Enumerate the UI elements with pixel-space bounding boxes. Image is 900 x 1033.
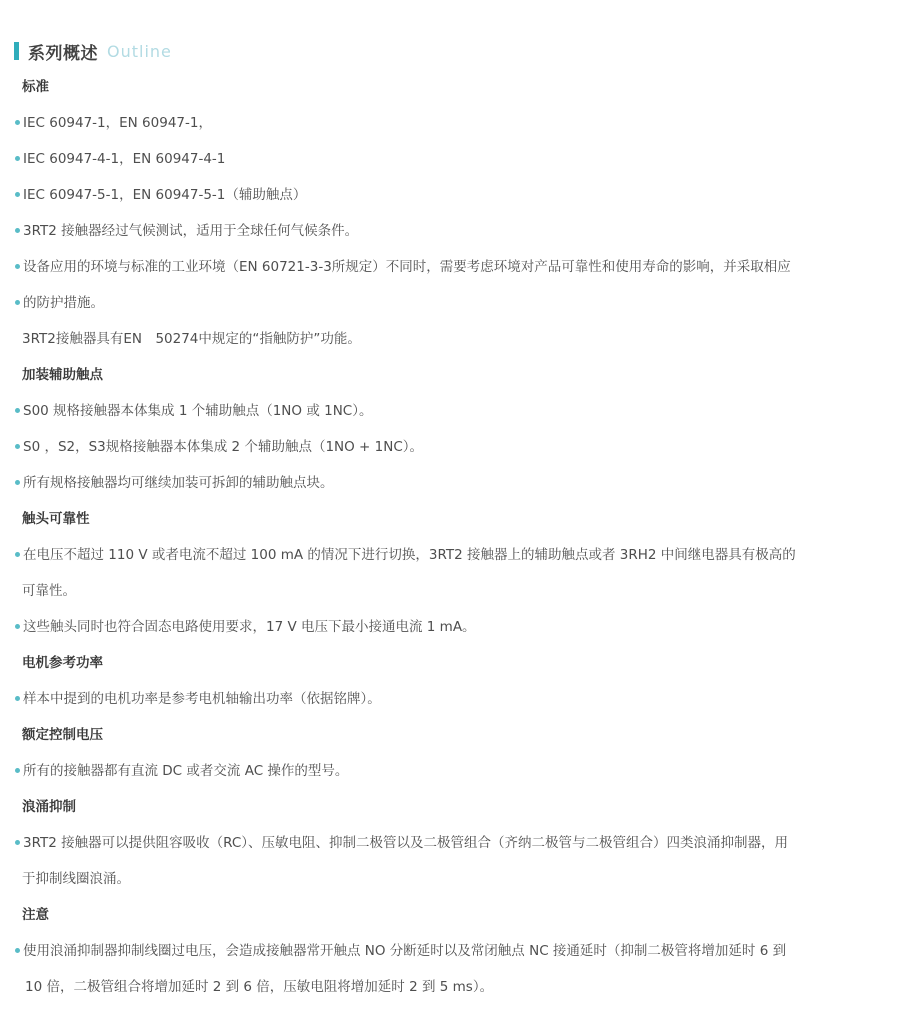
bullet-icon [15, 948, 20, 953]
bullet-item [14, 105, 880, 141]
line-text: S0 ，S2，S3规格接触器本体集成 2 个辅助触点（1NO + 1NC）。 [23, 439, 424, 455]
bullet-item [14, 213, 880, 249]
page-title [14, 41, 880, 64]
text-line [14, 573, 880, 609]
line-text: 使用浪涌抑制器抑制线圈过电压，会造成接触器常开触点 NO 分断延时以及常闭触点 NC 接通延时（抑制二极管将增加延时 6 到 [23, 943, 787, 959]
bullet-item [14, 465, 880, 501]
bullet-item [14, 753, 880, 789]
section-heading: 标准 [22, 79, 49, 95]
bullet-icon [15, 768, 20, 773]
line-text: 10 倍，二极管组合将增加延时 2 到 6 倍，压敏电阻将增加延时 2 到 5 ms）。 [25, 979, 494, 995]
line-text: IEC 60947-5-1，EN 60947-5-1（辅助触点） [23, 187, 307, 203]
line-text: 所有的接触器都有直流 DC 或者交流 AC 操作的型号。 [23, 763, 349, 779]
line-text: IEC 60947-1，EN 60947-1， [23, 115, 212, 131]
text-line [14, 861, 880, 897]
section-heading: 触头可靠性 [22, 511, 90, 527]
line-text: 在电压不超过 110 V 或者电流不超过 100 mA 的情况下进行切换，3RT2 接触器上的辅助触点或者 3RH2 中间继电器具有极高的 [23, 547, 796, 563]
bullet-item [14, 285, 880, 321]
line-text: 设备应用的环境与标准的工业环境（EN 60721-3-3所规定）不同时，需要考虑环境对产品可靠性和使用寿命的影响，并采取相应 [23, 259, 791, 275]
line-text: 所有规格接触器均可继续加装可拆卸的辅助触点块。 [23, 475, 334, 491]
page-title-english: Outline [107, 41, 172, 61]
bullet-icon [15, 480, 20, 485]
bullet-item [14, 825, 880, 861]
title-accent-bar [14, 42, 19, 60]
line-text: 样本中提到的电机功率是参考电机轴输出功率（依据铭牌）。 [23, 691, 381, 707]
bullet-icon [15, 444, 20, 449]
line-text: IEC 60947-4-1，EN 60947-4-1 [23, 151, 226, 167]
text-line [14, 321, 880, 357]
section-heading: 注意 [22, 907, 49, 923]
line-text: 3RT2 接触器经过气候测试，适用于全球任何气候条件。 [23, 223, 359, 239]
line-text: 3RT2 接触器可以提供阻容吸收（RC）、压敏电阻、抑制二极管以及二极管组合（齐纳二极管与二极管组合）四类浪涌抑制器，用 [23, 835, 788, 851]
bullet-icon [15, 552, 20, 557]
bullet-icon [15, 264, 20, 269]
bullet-item [14, 609, 880, 645]
bullet-icon [15, 228, 20, 233]
line-text: 的防护措施。 [23, 295, 104, 311]
bullet-item [14, 141, 880, 177]
line-text: 于抑制线圈浪涌。 [22, 871, 130, 887]
bullet-icon [15, 624, 20, 629]
document-body [14, 69, 880, 1005]
bullet-item [14, 177, 880, 213]
text-line [14, 969, 880, 1005]
bullet-icon [15, 120, 20, 125]
bullet-icon [15, 696, 20, 701]
bullet-icon [15, 408, 20, 413]
bullet-icon [15, 192, 20, 197]
line-text: S00 规格接触器本体集成 1 个辅助触点（1NO 或 1NC）。 [23, 403, 373, 419]
page-title-chinese: 系列概述 [28, 43, 98, 64]
bullet-item [14, 933, 880, 969]
section-heading: 电机参考功率 [22, 655, 103, 671]
line-text: 3RT2接触器具有EN 50274中规定的“指触防护”功能。 [22, 331, 361, 347]
bullet-item [14, 681, 880, 717]
bullet-icon [15, 156, 20, 161]
bullet-item [14, 429, 880, 465]
bullet-item [14, 537, 880, 573]
line-text: 可靠性。 [22, 583, 76, 599]
line-text: 这些触头同时也符合固态电路使用要求，17 V 电压下最小接通电流 1 mA。 [23, 619, 476, 635]
section-heading: 额定控制电压 [22, 727, 103, 743]
bullet-item [14, 249, 880, 285]
section-heading: 浪涌抑制 [22, 799, 76, 815]
bullet-item [14, 393, 880, 429]
bullet-icon [15, 840, 20, 845]
section-heading: 加装辅助触点 [22, 367, 103, 383]
bullet-icon [15, 300, 20, 305]
